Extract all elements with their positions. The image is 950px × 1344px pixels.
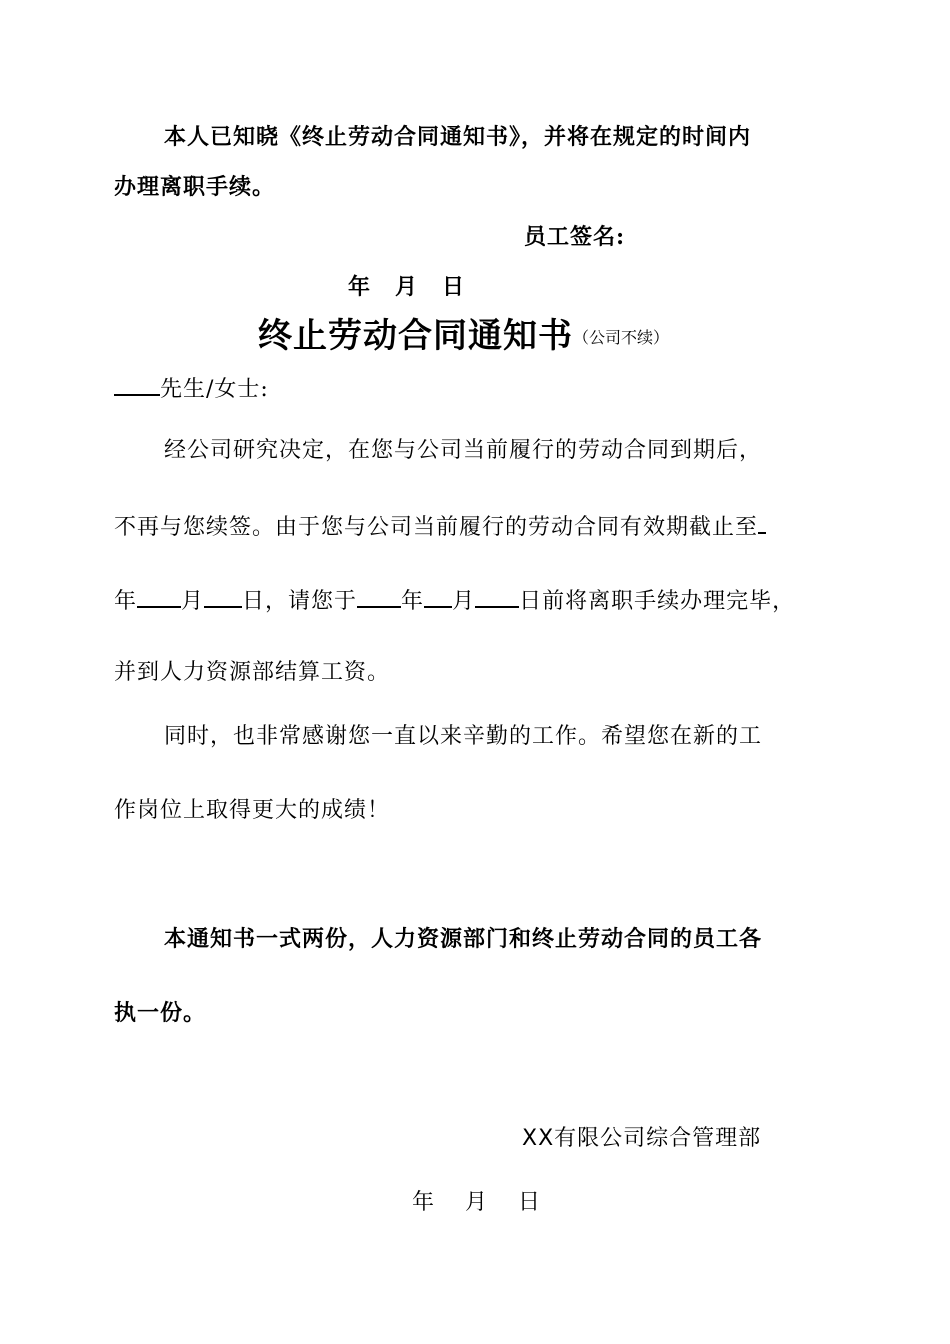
company-name-text: XX有限公司综合管理部 (522, 1126, 762, 1151)
notice-date-month: 月 (465, 1190, 489, 1215)
paragraph-1-line-2 (114, 510, 766, 543)
paragraph-1-line-3 (114, 584, 795, 617)
leave-tail-text: 日前将离职手续办理完毕， (519, 589, 796, 614)
paragraph-1-line-4: 并到人力资源部结算工资。 (114, 660, 391, 685)
ack-date-day: 日 (442, 274, 466, 300)
end-year-label: 年 (114, 589, 138, 614)
paragraph-1-line-1: 经公司研究决定，在您与公司当前履行的劳动合同到期后， (164, 438, 763, 463)
salutation (114, 372, 269, 405)
paragraph-3-line-1: 本通知书一式两份，人力资源部门和终止劳动合同的员工各 (164, 926, 763, 952)
name-blank (114, 372, 160, 396)
acknowledgement-line-2: 办理离职手续。 (114, 174, 276, 200)
notice-title (258, 314, 669, 360)
notice-date-day: 日 (518, 1190, 542, 1215)
acknowledgement-date (348, 272, 465, 302)
leave-year-blank (357, 584, 401, 608)
ack-date-month: 月 (395, 274, 419, 300)
paragraph-2-line-2: 作岗位上取得更大的成绩！ (114, 798, 391, 823)
acknowledgement-line-1: 本人已知晓《终止劳动合同通知书》，并将在规定的时间内 (164, 124, 752, 150)
end-month-label: 月 (181, 589, 205, 614)
notice-date (412, 1188, 541, 1218)
end-day-blank (204, 584, 242, 608)
notice-date-year: 年 (412, 1190, 436, 1215)
company-name (522, 1124, 761, 1154)
leave-day-blank (475, 584, 519, 608)
leave-month-label: 月 (452, 589, 476, 614)
paragraph-3-line-2: 执一份。 (114, 1000, 207, 1026)
paragraph-1-line-2-text: 不再与您续签。由于您与公司当前履行的劳动合同有效期截止至 (114, 515, 759, 540)
end-date-year-blank (758, 510, 766, 534)
end-month-blank (137, 584, 181, 608)
paragraph-2-line-1: 同时，也非常感谢您一直以来辛勤的工作。希望您在新的工 (164, 724, 763, 749)
notice-subtitle: （公司不续） (573, 328, 670, 347)
leave-month-blank (424, 584, 452, 608)
leave-year-label: 年 (401, 589, 425, 614)
ack-date-year: 年 (348, 274, 372, 300)
notice-title-text: 终止劳动合同通知书 (258, 316, 573, 356)
employee-signature-label: 员工签名: (524, 224, 626, 250)
end-day-label: 日，请您于 (242, 589, 358, 614)
salutation-text: 先生/女士: (160, 377, 269, 402)
